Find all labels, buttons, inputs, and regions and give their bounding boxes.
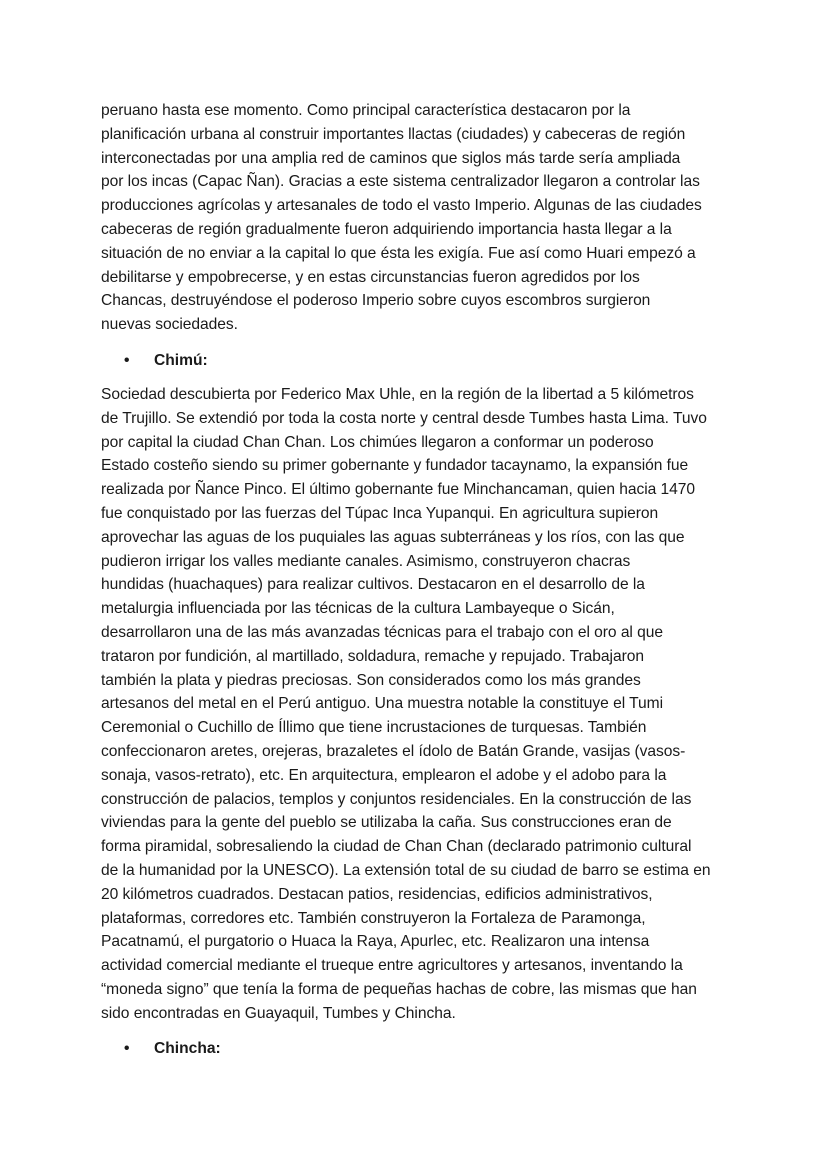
text-line: Chancas, destruyéndose el poderoso Imperio sobre cuyos escombros surgieron <box>101 292 651 310</box>
text-line: realizada por Ñance Pinco. El último gobernante fue Minchancaman, quien hacia 1470 <box>101 481 696 499</box>
text-line: situación de no enviar a la capital lo que ésta les exigía. Fue así como Huari empezó a <box>101 244 696 262</box>
text-line: también la plata y piedras preciosas. Son considerados como los más grandes <box>101 671 641 689</box>
text-line: viviendas para la gente del pueblo se utilizaba la caña. Sus construcciones eran de <box>101 814 672 832</box>
text-line: sonaja, vasos-retrato), etc. En arquitectura, emplearon el adobe y el adobo para la <box>101 766 667 784</box>
text-line: 20 kilómetros cuadrados. Destacan patios, residencias, edificios administrativos, <box>101 885 653 903</box>
text-line: confeccionaron aretes, orejeras, brazaletes el ídolo de Batán Grande, vasijas (vasos- <box>101 742 686 760</box>
text-line: hundidas (huachaques) para realizar cultivos. Destacaron en el desarrollo de la <box>101 576 645 594</box>
text-line: planificación urbana al construir importantes llactas (ciudades) y cabeceras de región <box>101 125 686 143</box>
text-line: interconectadas por una amplia red de caminos que siglos más tarde sería ampliada <box>101 149 681 167</box>
bullet-marker: • <box>124 1040 130 1057</box>
section-heading-chincha <box>124 1037 221 1061</box>
text-line: aprovechar las aguas de los puquiales las aguas subterráneas y los ríos, con las que <box>101 528 685 546</box>
text-line: artesanos del metal en el Perú antiguo. Una muestra notable la constituye el Tumi <box>101 695 663 713</box>
paragraph-chimu <box>101 383 741 1026</box>
text-line: forma piramidal, sobresaliendo la ciudad de Chan Chan (declarado patrimonio cultural <box>101 838 692 856</box>
text-line: nuevas sociedades. <box>101 316 238 334</box>
text-line: peruano hasta ese momento. Como principal característica destacaron por la <box>101 102 631 119</box>
text-line: por capital la ciudad Chan Chan. Los chimúes llegaron a conformar un poderoso <box>101 433 654 451</box>
text-line: pudieron irrigar los valles mediante canales. Asimismo, construyeron chacras <box>101 552 631 570</box>
text-line: Ceremonial o Cuchillo de Íllimo que tiene incrustaciones de turquesas. También <box>101 719 647 737</box>
text-line: Estado costeño siendo su primer gobernante y fundador tacaynamo, la expansión fue <box>101 457 689 475</box>
text-line: de la humanidad por la UNESCO). La extensión total de su ciudad de barro se estima en <box>101 861 711 879</box>
text-line: “moneda signo” que tenía la forma de pequeñas hachas de cobre, las mismas que han <box>101 980 697 998</box>
text-line: desarrollaron una de las más avanzadas técnicas para el trabajo con el oro al que <box>101 623 664 641</box>
text-line: por los incas (Capac Ñan). Gracias a este sistema centralizador llegaron a controlar las <box>101 173 700 191</box>
paragraph-huari-end <box>101 99 741 337</box>
bullet-marker: • <box>124 352 130 369</box>
heading-label: Chimú: <box>154 352 208 369</box>
text-line: fue conquistado por las fuerzas del Túpac Inca Yupanqui. En agricultura supieron <box>101 504 659 522</box>
text-line: trataron por fundición, al martillado, soldadura, remache y repujado. Trabajaron <box>101 647 644 665</box>
text-line: actividad comercial mediante el trueque entre agricultores y artesanos, inventando la <box>101 957 683 975</box>
text-line: producciones agrícolas y artesanales de todo el vasto Imperio. Algunas de las ciudades <box>101 197 702 215</box>
text-line: construcción de palacios, templos y conjuntos residenciales. En la construcción de las <box>101 790 692 808</box>
section-heading-chimu <box>124 349 208 373</box>
text-line: de Trujillo. Se extendió por toda la costa norte y central desde Tumbes hasta Lima. Tuvo <box>101 409 707 427</box>
text-line: sido encontradas en Guayaquil, Tumbes y Chincha. <box>101 1004 456 1022</box>
text-line: debilitarse y empobrecerse, y en estas circunstancias fueron agredidos por los <box>101 268 640 286</box>
text-line: Pacatnamú, el purgatorio o Huaca la Raya, Apurlec, etc. Realizaron una intensa <box>101 933 650 951</box>
text-line: cabeceras de región gradualmente fueron adquiriendo importancia hasta llegar a la <box>101 220 672 238</box>
text-line: Sociedad descubierta por Federico Max Uhle, en la región de la libertad a 5 kilómetros <box>101 386 694 403</box>
text-line: metalurgia influenciada por las técnicas de la cultura Lambayeque o Sicán, <box>101 600 615 618</box>
text-line: plataformas, corredores etc. También construyeron la Fortaleza de Paramonga, <box>101 909 646 927</box>
heading-label: Chincha: <box>154 1040 221 1057</box>
